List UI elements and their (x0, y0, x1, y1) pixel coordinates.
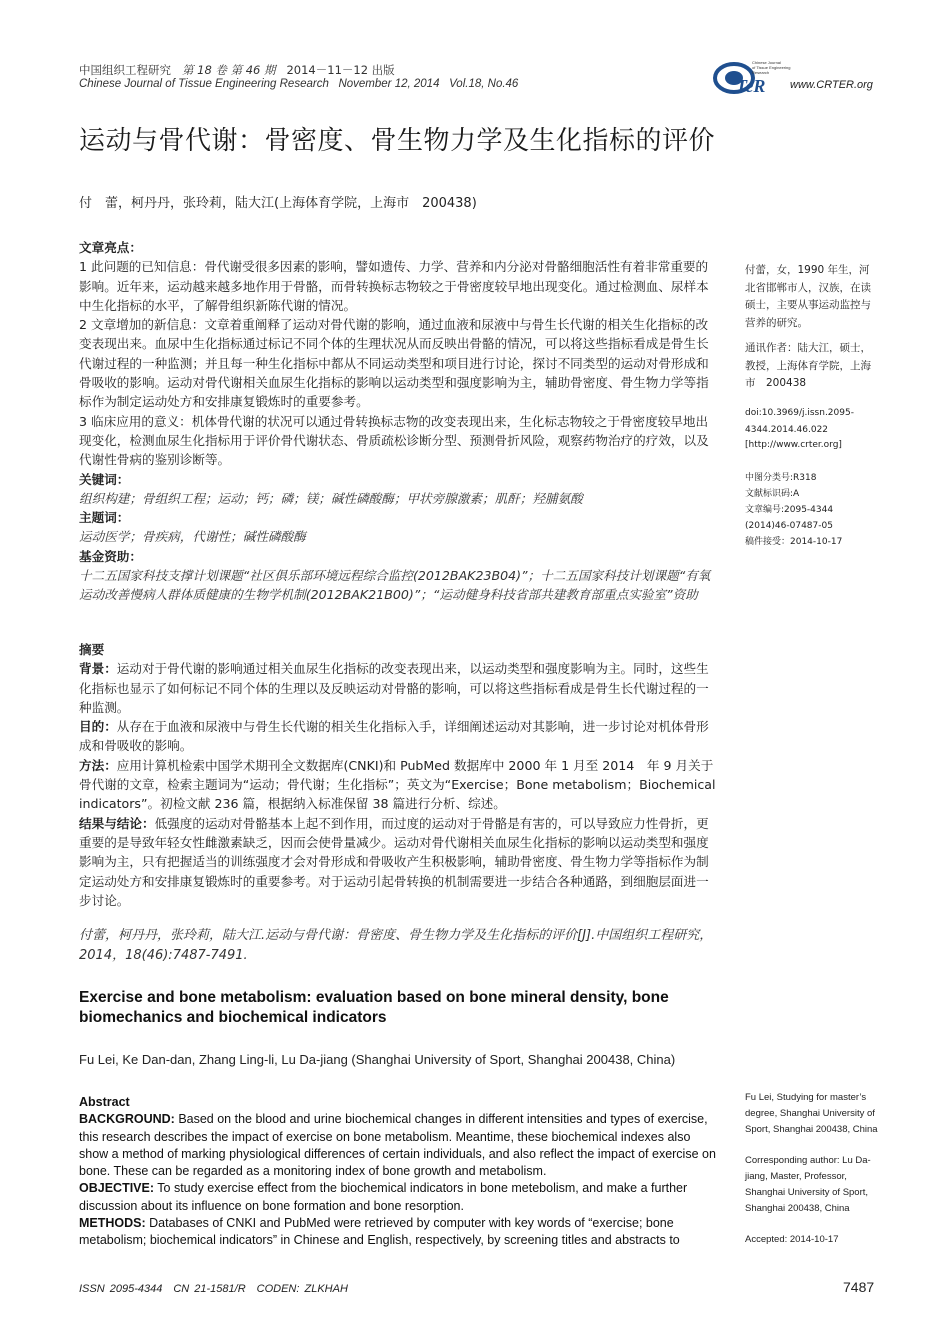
article-title-en: Exercise and bone metabolism: evaluation based on bone mineral density, bone biomechanics and biochemical indicators (79, 989, 669, 1026)
abstract-en-background (79, 1111, 721, 1180)
objective-text-cn: 从存在于血液和尿液中与骨生长代谢的相关生化指标入手，详细阐述运动对其影响，进一步讨论对机体骨形成和骨吸收的影响。 (79, 719, 709, 754)
sidebar-correspondence: 通讯作者：陆大江，硕士，教授，上海体育学院，上海市 200438 (745, 342, 871, 389)
citation: 付蕾，柯丹丹，张玲莉，陆大江.运动与骨代谢：骨密度、骨生物力学及生化指标的评价[J].中国组织工程研究，2014，18(46):7487-7491. (79, 928, 713, 963)
methods-label-cn: 方法： (79, 757, 117, 773)
methods-text-cn: 应用计算机检索中国学术期刊全文数据库(CNKI)和 PubMed 数据库中 2000 年 1 月至 2014 年 9 月关于骨代谢的文章，检索主题词为“运动；骨代谢；生化指标”；英文为“Exercise；Bone metabolism；Biochemical indicators”。初检文献 236 篇，根据纳入标准保留 38 篇进行分析、综述。 (79, 757, 716, 812)
sidebar-en-bio: Fu Lei, Studying for master’s degree, Shanghai University of Sport, Shanghai 200438, China (745, 1092, 878, 1135)
date-en: November 12, 2014 (338, 78, 440, 90)
abstract-cn-methods (79, 756, 719, 814)
svg-text:TeR: TeR (736, 76, 766, 96)
sidebar-en-accepted: Accepted: 2014-10-17 (745, 1234, 839, 1245)
highlights-section (79, 238, 719, 605)
svg-text:Chinese Journal: Chinese Journal (752, 60, 781, 65)
journal-website[interactable]: www.CRTER.org (790, 79, 873, 91)
funding-text: 十二五国家科技支撑计划课题“社区俱乐部环境远程综合监控(2012BAK23B04)”；十二五国家科技计划课题“有氧运动改善慢病人群体质健康的生物学机制(2012BAK21B00)”；“运动健身科技省部共建教育部重点实验室”资助 (79, 568, 711, 603)
volume-cn: 第 18 卷 第 46 期 (181, 63, 276, 77)
date-cn: 2014－11－12 出版 (286, 63, 395, 77)
svg-text:Research: Research (752, 70, 770, 75)
funding-label: 基金资助： (79, 548, 142, 564)
results-text-cn: 低强度的运动对骨骼基本上起不到作用，而过度的运动对于骨骼是有害的，可以导致应力性骨折，更重要的是导致年轻女性雌激素缺乏，因而会使骨量减少。运动对骨代谢相关血尿生化指标的影响以运动类型和强度影响为主，只有把握适当的训练强度才会对骨形成和骨吸收产生积极影响，辅助骨密度、骨生物力学等指标作为制定运动处方和安排康复锻炼时的重要参考。对于运动引起骨转换的机制需要进一步结合各种通路，到细胞层面进一步讨论。 (79, 815, 709, 908)
sidebar-clc: 中图分类号:R318 (745, 473, 817, 483)
journal-name-en: Chinese Journal of Tissue Engineering Research (79, 78, 329, 90)
volume-en: Vol.18, No.46 (449, 78, 519, 90)
sidebar-author-bio: 付蕾，女，1990 年生，河北省邯郸市人，汉族，在读硕士，主要从事运动监控与营养的研究。 (745, 264, 871, 329)
keywords-label: 关键词： (79, 471, 130, 487)
abstract-cn-results (79, 814, 719, 910)
abstract-cn-section (79, 640, 719, 910)
background-text-en: Based on the blood and urine biochemical changes in different intensities and types of exercise, this research describes the impact of exercise on bone metabolism. Meantime, these biochemical indexes also show a method of marking physiological differences of certain individuals, and also reflect the impact of exercise on bone. These can be regarded as a monitoring index of bone growth and metabolism. (79, 1112, 716, 1179)
article-title-cn: 运动与骨代谢：骨密度、骨生物力学及生化指标的评价 (79, 126, 716, 156)
page-number: 7487 (843, 1279, 875, 1295)
objective-label-cn: 目的： (79, 719, 117, 735)
abstract-en-section (79, 1094, 721, 1250)
results-label-cn: 结果与结论： (79, 815, 155, 831)
abstract-en-heading: Abstract (79, 1095, 130, 1109)
highlight-item-1: 1 此问题的已知信息：骨代谢受很多因素的影响，譬如遗传、力学、营养和内分泌对骨骼细胞活性有着非常重要的影响。近年来，运动越来越多地作用于骨骼，而骨转换标志物较之于骨密度较早地出现变化。通过检测血、尿样本中生化指标的水平，了解骨组织新陈代谢的情况。 (79, 259, 709, 313)
sidebar-received: 稿件接受：2014-10-17 (745, 537, 843, 547)
background-text-cn: 运动对于骨代谢的影响通过相关血尿生化指标的改变表现出来，以运动类型和强度影响为主。同时，这些生化指标也显示了如何标记不同个体的生理以及反映运动对骨骼的影响，可以将这些指标看成是骨生长代谢过程的一种监测。 (79, 661, 709, 715)
abstract-cn-heading: 摘要 (79, 642, 105, 657)
methods-text-en: Databases of CNKI and PubMed were retrieved by computer with key words of “exercise; bone metabolism; biochemical indicators” in Chinese and English, respectively, by screening titles and abstracts to (79, 1216, 680, 1248)
sidebar-url[interactable]: [http://www.crter.org] (745, 440, 842, 450)
abstract-cn-background (79, 659, 719, 717)
journal-logo (712, 56, 792, 100)
objective-label-en: OBJECTIVE: (79, 1181, 155, 1196)
journal-header-cn (79, 62, 395, 78)
authors-en: Fu Lei, Ke Dan-dan, Zhang Ling-li, Lu Da-jiang (Shanghai University of Sport, Shanghai 200438, China) (79, 1052, 676, 1067)
methods-label-en: METHODS: (79, 1216, 146, 1231)
sidebar-en-correspondence: Corresponding author: Lu Da-jiang, Master, Professor, Shanghai University of Sport, Shanghai 200438, China (745, 1155, 871, 1214)
journal-header-en (79, 78, 518, 90)
sidebar-doi[interactable]: doi:10.3969/j.issn.2095-4344.2014.46.022 (745, 408, 854, 435)
highlights-label: 文章亮点： (79, 240, 142, 255)
abstract-cn-objective (79, 717, 719, 756)
journal-name-cn: 中国组织工程研究 (79, 63, 171, 77)
keywords-text: 组织构建；骨组织工程；运动；钙；磷；镁；碱性磷酸酶；甲状旁腺激素；肌酐；羟脯氨酸 (79, 490, 583, 506)
abstract-en-methods (79, 1215, 721, 1250)
subject-text: 运动医学；骨疾病，代谢性；碱性磷酸酶 (79, 529, 306, 545)
objective-text-en: To study exercise effect from the biochemical indicators in bone metebolism, and make a further discussion about its influence on bone formation and bone resorption. (79, 1181, 688, 1213)
footer-issn: ISSN 2095-4344 CN 21-1581/R CODEN: ZLKHAH (79, 1283, 348, 1295)
sidebar-article-no: 文章编号:2095-4344 (745, 505, 834, 515)
authors-cn: 付 蕾，柯丹丹，张玲莉，陆大江(上海体育学院，上海市 200438) (79, 196, 477, 211)
highlight-item-3: 3 临床应用的意义：机体骨代谢的状况可以通过骨转换标志物的改变表现出来，生化标志物较之于骨密度较早地出现变化，检测血尿生化指标用于评价骨代谢状态、骨质疏松诊断分型、预测骨折风险，观察药物治疗的疗效，以及代谢性骨病的鉴别诊断等。 (79, 413, 709, 468)
highlight-item-2: 2 文章增加的新信息：文章着重阐释了运动对骨代谢的影响，通过血液和尿液中与骨生长代谢的相关生化指标的改变表现出来。血尿中生化指标通过标记不同个体的生理状况从而反映出骨骼的情况，可以将这些指标看成是骨生长代谢过程的一种监测；并且每一种生化指标中都从不同运动类型和项目进行讨论，探讨不同类型的运动对骨形成和骨吸收的影响。运动对骨代谢相关血尿生化指标的影响以运动类型和强度影响为主，辅助骨密度、骨生物力学等指标作为制定运动处方和安排康复锻炼时的重要参考。 (79, 317, 709, 410)
sidebar-doc-code: 文献标识码:A (745, 489, 800, 499)
sidebar-article-no-2: (2014)46-07487-05 (745, 521, 833, 531)
background-label-cn: 背景： (79, 661, 117, 677)
svg-text:of Tissue Engineering: of Tissue Engineering (752, 65, 791, 70)
subject-label: 主题词： (79, 510, 130, 526)
abstract-en-objective (79, 1180, 721, 1215)
background-label-en: BACKGROUND: (79, 1112, 175, 1127)
